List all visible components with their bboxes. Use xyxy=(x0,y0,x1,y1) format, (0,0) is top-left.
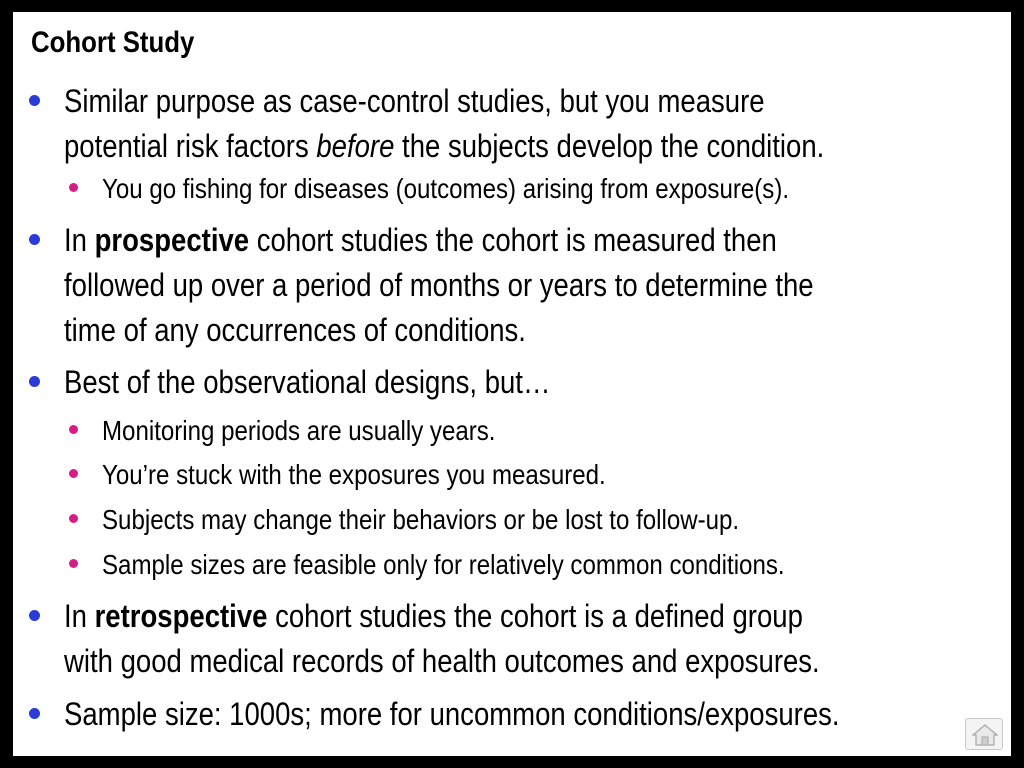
bullet-line: In retrospective cohort studies the cohort is a defined group xyxy=(64,598,803,634)
sub-bullet-line: Monitoring periods are usually years. xyxy=(102,415,496,446)
bullet-line: followed up over a period of months or years to determine the xyxy=(64,267,814,303)
home-icon xyxy=(972,723,998,747)
home-button[interactable] xyxy=(965,718,1003,750)
bullet-line: time of any occurrences of conditions. xyxy=(64,312,526,348)
sub-bullet-line: You go fishing for diseases (outcomes) arising from exposure(s). xyxy=(102,173,790,204)
emphasis: before xyxy=(316,128,395,164)
slide-title: Cohort Study xyxy=(31,26,195,59)
bullet-line: In prospective cohort studies the cohort is measured then xyxy=(64,222,777,258)
bullet-dot xyxy=(29,234,40,245)
sub-bullet-dot xyxy=(69,514,78,523)
bullet-line: potential risk factors before the subjects develop the condition. xyxy=(64,128,825,164)
bullet-line: Sample size: 1000s; more for uncommon conditions/exposures. xyxy=(64,696,840,732)
strong-term: prospective xyxy=(94,222,250,258)
bullet-line: Similar purpose as case-control studies, but you measure xyxy=(64,83,765,119)
bullet-list xyxy=(13,12,1011,756)
bullet-dot xyxy=(29,610,40,621)
sub-bullet-dot xyxy=(69,183,78,192)
sub-bullet-line: Sample sizes are feasible only for relatively common conditions. xyxy=(102,549,785,580)
sub-bullet-line: Subjects may change their behaviors or be lost to follow-up. xyxy=(102,504,740,535)
sub-bullet-dot xyxy=(69,425,78,434)
bullet-dot xyxy=(29,376,40,387)
bullet-dot xyxy=(29,708,40,719)
bullet-dot xyxy=(29,95,40,106)
sub-bullet-dot xyxy=(69,559,78,568)
sub-bullet-dot xyxy=(69,469,78,478)
bullet-line: Best of the observational designs, but… xyxy=(64,364,551,400)
slide xyxy=(13,12,1011,756)
sub-bullet-line: You’re stuck with the exposures you measured. xyxy=(102,459,606,490)
bullet-line: with good medical records of health outcomes and exposures. xyxy=(64,643,820,679)
strong-term: retrospective xyxy=(94,598,268,634)
